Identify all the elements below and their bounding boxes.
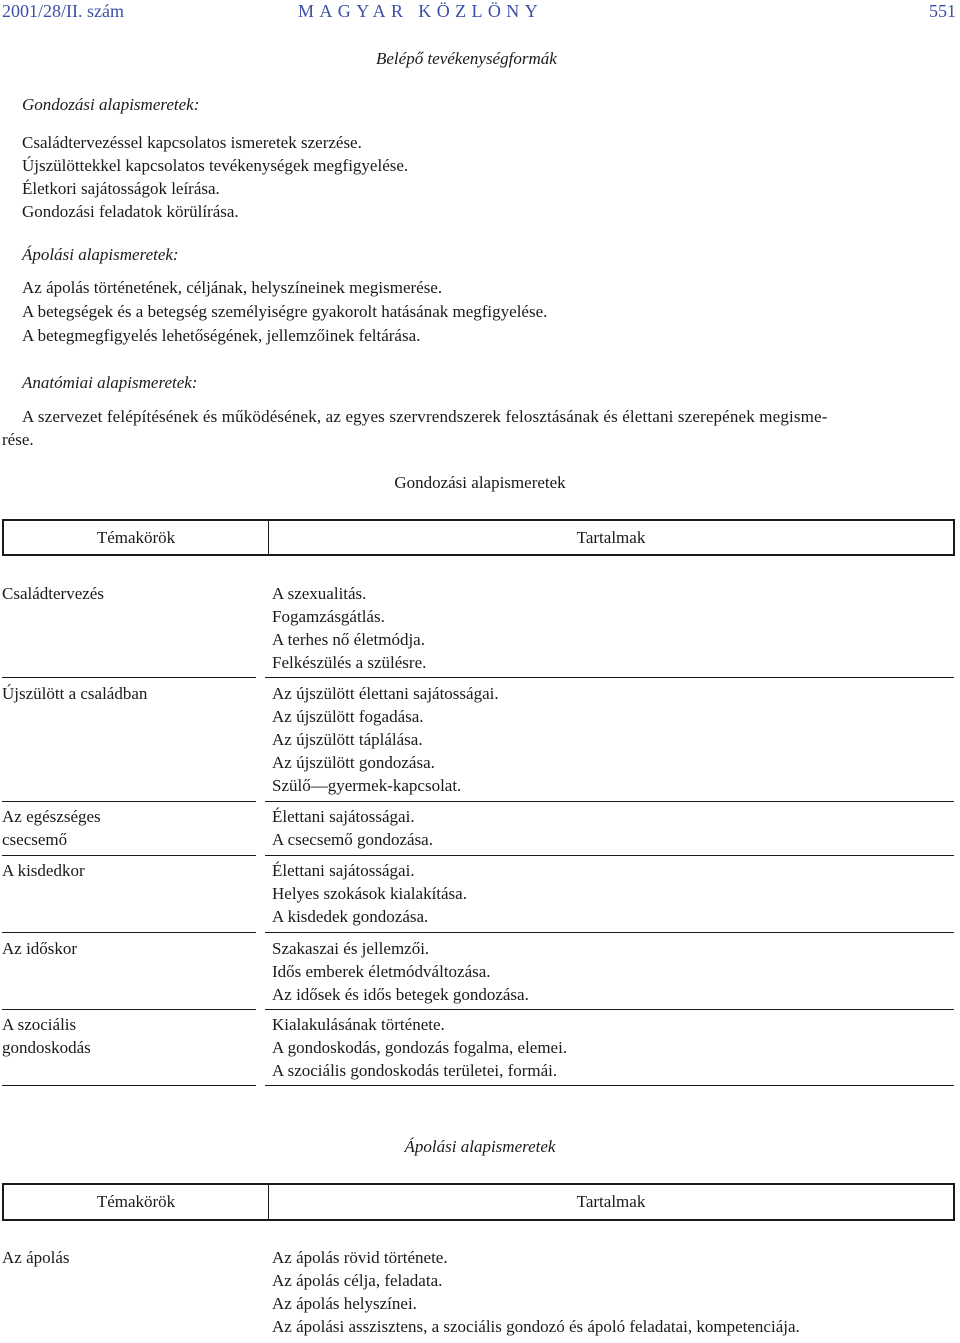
row-divider bbox=[265, 677, 954, 678]
section-line: Újszülöttekkel kapcsolatos tevékenységek megfigyelése. bbox=[22, 156, 409, 175]
row-topic: Családtervezés bbox=[2, 584, 104, 603]
row-content: Az újszülött élettani sajátosságai. Az újszülött fogadása. Az újszülött táplálása. Az újszülött gondozása. Szülő—gyermek-kapcsolat. bbox=[272, 684, 499, 795]
row-topic: A szociális gondoskodás bbox=[2, 1015, 91, 1057]
row-topic: Az ápolás bbox=[2, 1248, 70, 1267]
header-page-number: 551 bbox=[929, 1, 956, 21]
row-divider bbox=[2, 677, 256, 678]
row-divider bbox=[2, 932, 256, 933]
section-title-gondozasi: Gondozási alapismeretek: bbox=[22, 95, 200, 114]
row-topic: Újszülött a családban bbox=[2, 684, 148, 703]
section-line: A szervezet felépítésének és működésének, az egyes szervrendszerek felosztásának és élettani szerepének megisme- bbox=[22, 407, 828, 426]
table1-col-contents: Tartalmak bbox=[576, 527, 646, 547]
row-content: A szexualitás. Fogamzásgátlás. A terhes nő életmódja. Felkészülés a szülésre. bbox=[272, 584, 427, 672]
row-content: Kialakulásának története. A gondoskodás, gondozás fogalma, elemei. A szociális gondoskodás területei, formái. bbox=[272, 1015, 568, 1080]
section-line: A betegmegfigyelés lehetőségének, jellemzőinek feltárása. bbox=[22, 326, 421, 345]
row-divider bbox=[265, 932, 954, 933]
table2-col-topics: Témakörök bbox=[96, 1192, 176, 1211]
subtitle: Belépő tevékenységformák bbox=[376, 49, 557, 68]
row-content: Az ápolás rövid története. Az ápolás célja, feladata. Az ápolás helyszínei. Az ápolási asszisztens, a szociális gondozó és ápoló feladatai, kompetenciája. bbox=[272, 1248, 800, 1336]
row-content: Élettani sajátosságai. Helyes szokások kialakítása. A kisdedek gondozása. bbox=[272, 861, 467, 926]
row-topic: A kisdedkor bbox=[2, 861, 85, 880]
section-title-apolasi: Ápolási alapismeretek: bbox=[22, 245, 179, 264]
header-journal-title: MAGYAR KÖZLÖNY bbox=[298, 1, 544, 21]
section-line: rése. bbox=[2, 430, 34, 449]
row-topic: Az egészséges csecsemő bbox=[2, 807, 101, 849]
table2-title: Ápolási alapismeretek bbox=[404, 1137, 556, 1156]
section-title-anatomiai: Anatómiai alapismeretek: bbox=[22, 373, 198, 392]
row-content: Élettani sajátosságai. A csecsemő gondozása. bbox=[272, 807, 433, 849]
table1-title: Gondozási alapismeretek bbox=[394, 473, 566, 492]
table1-col-topics: Témakörök bbox=[96, 527, 176, 547]
row-divider bbox=[265, 801, 954, 802]
row-divider bbox=[2, 1085, 256, 1086]
section-line: Gondozási feladatok körülírása. bbox=[22, 202, 239, 221]
section-line: Az ápolás történetének, céljának, helyszíneinek megismerése. bbox=[22, 278, 443, 297]
row-divider bbox=[2, 855, 256, 856]
section-line: Életkori sajátosságok leírása. bbox=[22, 179, 220, 198]
table2-header bbox=[2, 1183, 955, 1221]
section-line: Családtervezéssel kapcsolatos ismeretek szerzése. bbox=[22, 133, 362, 152]
table2-col-contents: Tartalmak bbox=[576, 1192, 646, 1211]
section-line: A betegségek és a betegség személyiségre gyakorolt hatásának megfigyelése. bbox=[22, 302, 548, 321]
row-content: Szakaszai és jellemzői. Idős emberek életmódváltozása. Az idősek és idős betegek gondozása. bbox=[272, 939, 529, 1004]
row-topic: Az időskor bbox=[2, 939, 78, 958]
row-divider bbox=[265, 1085, 954, 1086]
row-divider bbox=[2, 1009, 256, 1010]
table1-header bbox=[2, 519, 955, 556]
row-divider bbox=[2, 801, 256, 802]
header-issue: 2001/28/II. szám bbox=[2, 1, 124, 21]
row-divider bbox=[265, 855, 954, 856]
row-divider bbox=[265, 1009, 954, 1010]
